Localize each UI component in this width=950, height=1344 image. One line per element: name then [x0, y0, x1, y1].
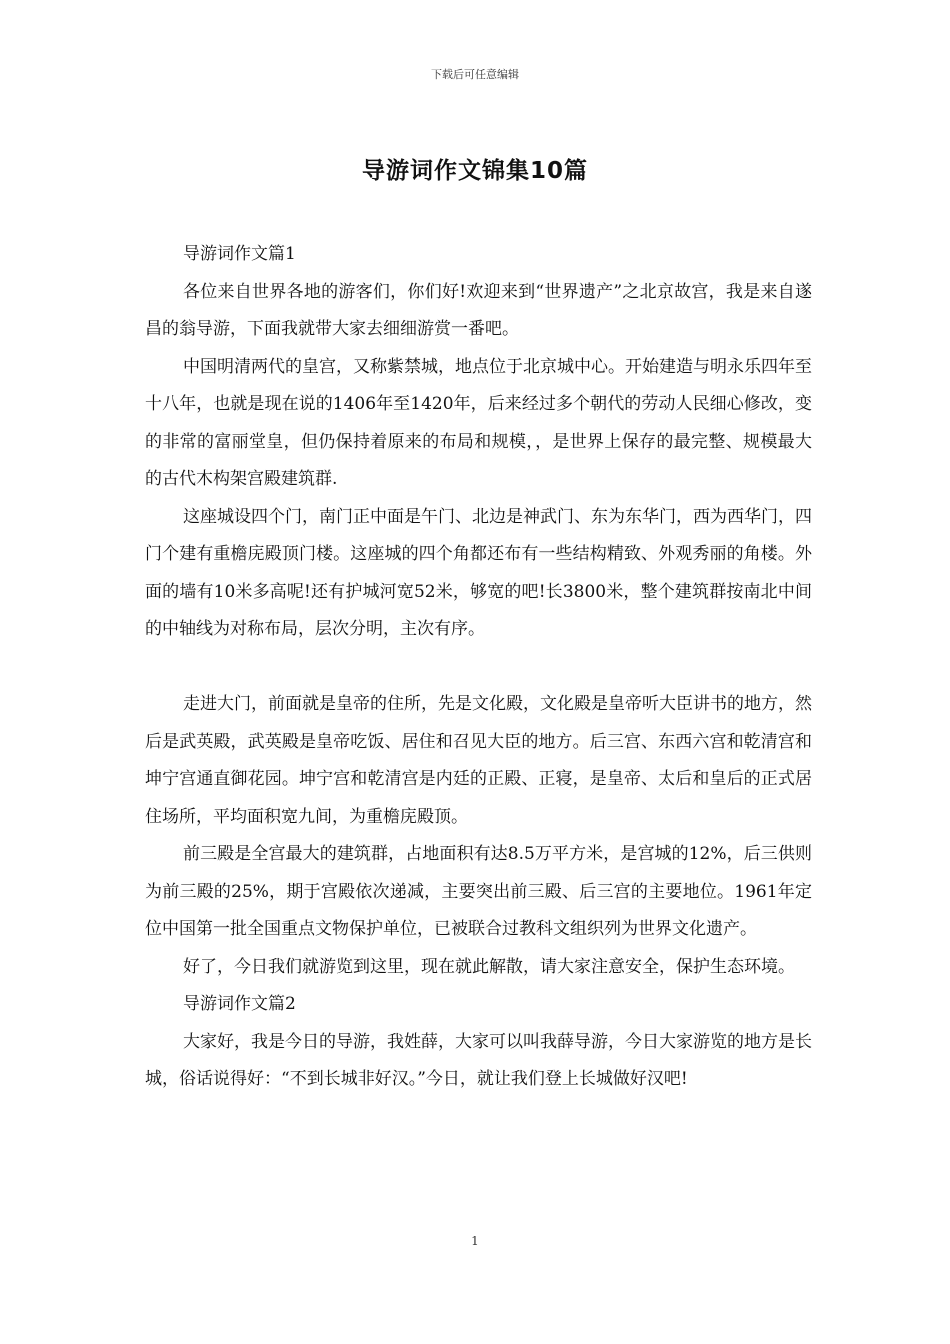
paragraph: 走进大门，前面就是皇帝的住所，先是文化殿，文化殿是皇帝听大臣讲书的地方，然后是武英殿，武英殿是皇帝吃饭、居住和召见大臣的地方。后三宫、东西六宫和乾清宫和坤宁宫通直御花园。坤宁宫和乾清宫是内廷的正殿、正寝，是皇帝、太后和皇后的正式居住场所，平均面积宽九间，为重檐庑殿顶。	[145, 694, 812, 827]
paragraph: 这座城设四个门，南门正中面是午门、北边是神武门、东为东华门，西为西华门，四门个建有重檐庑殿顶门楼。这座城的四个角都还布有一些结构精致、外观秀丽的角楼。外面的墙有10米多高呢!还有护城河宽52米，够宽的吧!长3800米，整个建筑群按南北中间的中轴线为对称布局，层次分明，主次有序。	[145, 506, 812, 639]
page-number: 1	[471, 1234, 479, 1248]
paragraph: 前三殿是全宫最大的建筑群，占地面积有达8.5万平方米，是宫城的12%，后三供则为前三殿的25%，期于宫殿依次递减，主要突出前三殿、后三宫的主要地位。1961年定位中国第一批全国重点文物保护单位，已被联合过教科文组织列为世界文化遗产。	[145, 844, 812, 939]
paragraph: 大家好，我是今日的导游，我姓薛，大家可以叫我薛导游，今日大家游览的地方是长城，俗话说得好：“不到长城非好汉。”今日，就让我们登上长城做好汉吧!	[145, 1031, 812, 1089]
section-heading-1: 导游词作文篇1	[183, 244, 296, 264]
section-heading-2: 导游词作文篇2	[183, 994, 296, 1014]
paragraph: 中国明清两代的皇宫，又称紫禁城，地点位于北京城中心。开始建造与明永乐四年至十八年，也就是现在说的1406年至1420年，后来经过多个朝代的劳动人民细心修改，变的非常的富丽堂皇，但仍保持着原来的布局和规模，，是世界上保存的最完整、规模最大的古代木构架宫殿建筑群.	[145, 356, 812, 489]
blank-line	[145, 649, 812, 687]
page-header: 下载后可任意编辑	[431, 68, 519, 81]
paragraph: 好了，今日我们就游览到这里，现在就此解散，请大家注意安全，保护生态环境。	[183, 956, 795, 977]
paragraph: 各位来自世界各地的游客们，你们好!欢迎来到“世界遗产”之北京故宫，我是来自遂昌的翁导游，下面我就带大家去细细游赏一番吧。	[145, 281, 812, 339]
document-body	[145, 236, 812, 1099]
document-title: 导游词作文锦集10篇	[361, 158, 588, 184]
